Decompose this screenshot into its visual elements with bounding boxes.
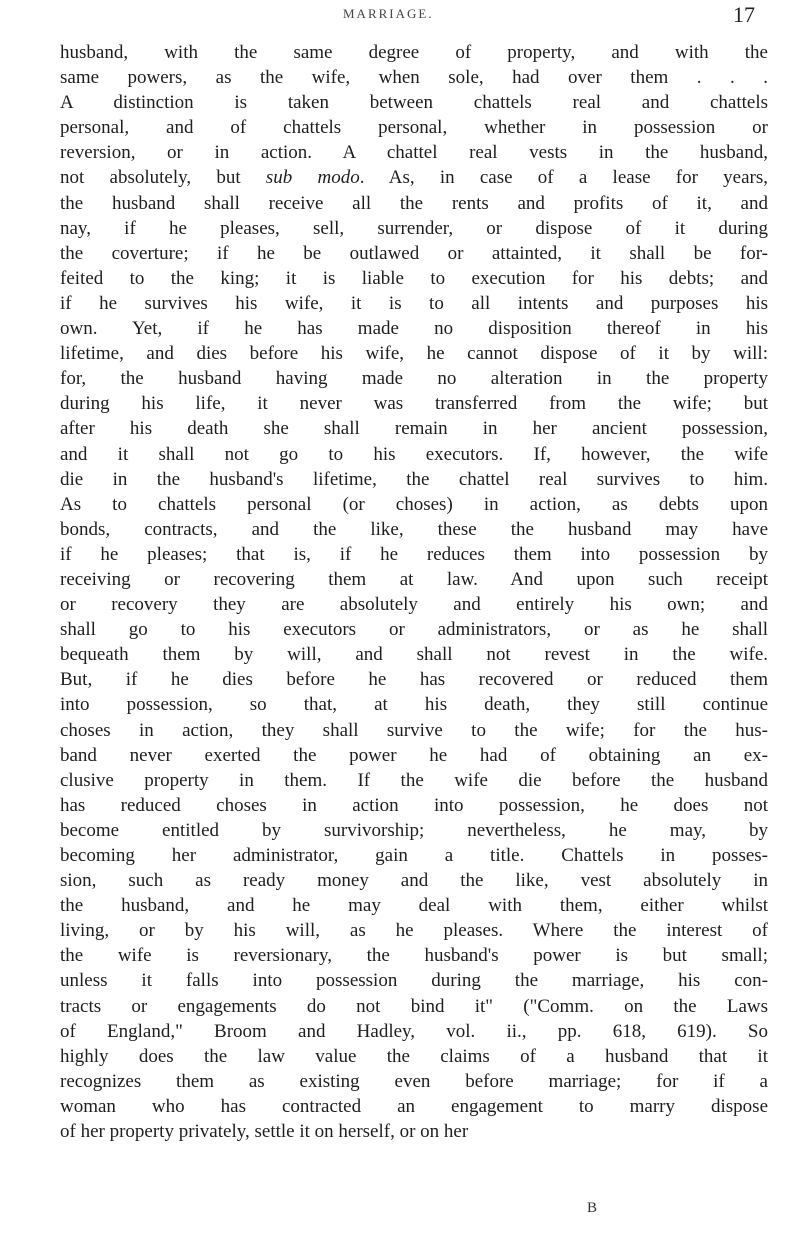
text-line: shall go to his executors or administrators, or as he shall	[60, 619, 768, 641]
text-line: not absolutely, but sub modo. As, in case of a lease for years,	[60, 167, 769, 189]
text-line: As to chattels personal (or choses) in action, as debts upon	[60, 493, 768, 515]
text-line: lifetime, and dies before his wife, he cannot dispose of it by will:	[60, 343, 768, 365]
text-line: But, if he dies before he has recovered or reduced them	[60, 669, 768, 691]
text-line: nay, if he pleases, sell, surrender, or dispose of it during	[60, 217, 768, 239]
text-line: bequeath them by will, and shall not revest in the wife.	[60, 644, 768, 666]
text-line: receiving or recovering them at law. And upon such receipt	[60, 568, 768, 590]
text-line: A distinction is taken between chattels real and chattels	[60, 92, 768, 114]
text-line: and it shall not go to his executors. If, however, the wife	[60, 443, 768, 465]
text-line: the husband, and he may deal with them, either whilst	[60, 895, 768, 917]
text-line: sion, such as ready money and the like, vest absolutely in	[60, 870, 768, 892]
text-line: the husband shall receive all the rents and profits of it, and	[60, 192, 768, 214]
text-line: if he survives his wife, it is to all intents and purposes his	[60, 292, 768, 314]
page-number: 17	[733, 2, 755, 27]
italic-phrase: sub modo	[265, 167, 360, 189]
text-line: band never exerted the power he had of obtaining an ex-	[60, 744, 768, 766]
text-line: highly does the law value the claims of a husband that it	[60, 1045, 768, 1067]
text-line: tracts or engagements do not bind it" ("Comm. on the Laws	[60, 995, 768, 1017]
text-line: of England," Broom and Hadley, vol. ii., pp. 618, 619). So	[60, 1020, 768, 1042]
running-head-title: MARRIAGE.	[343, 6, 434, 21]
text-line: husband, with the same degree of property, and with the	[60, 42, 768, 63]
text-line: reversion, or in action. A chattel real vests in the husband,	[60, 142, 768, 164]
text-line: same powers, as the wife, when sole, had over them . . .	[60, 67, 768, 89]
text-line: personal, and of chattels personal, whether in possession or	[60, 117, 768, 139]
text-line: during his life, it never was transferred from the wife; but	[60, 393, 768, 415]
text-line: become entitled by survivorship; nevertheless, he may, by	[60, 819, 768, 841]
text-line: if he pleases; that is, if he reduces them into possession by	[60, 543, 768, 565]
text-line: living, or by his will, as he pleases. Where the interest of	[60, 920, 768, 942]
text-line: becoming her administrator, gain a title. Chattels in posses-	[60, 845, 768, 866]
signature-mark: B	[587, 1200, 598, 1216]
running-head	[0, 2, 800, 32]
text-line: own. Yet, if he has made no disposition thereof in his	[60, 318, 768, 340]
text-line: recognizes them as existing even before marriage; for if a	[60, 1070, 768, 1092]
text-line: of her property privately, settle it on herself, or on her	[60, 1121, 469, 1143]
text-line: feited to the king; it is liable to execution for his debts; and	[60, 267, 768, 289]
text-line: for, the husband having made no alteration in the property	[60, 368, 768, 390]
text-line: has reduced choses in action into possession, he does not	[60, 794, 768, 816]
text-line: bonds, contracts, and the like, these the husband may have	[60, 518, 768, 540]
body-text	[60, 40, 768, 1144]
text-line: into possession, so that, at his death, they still continue	[60, 694, 768, 716]
text-line: the coverture; if he be outlawed or attainted, it shall be for-	[60, 242, 768, 264]
text-line: unless it falls into possession during the marriage, his con-	[60, 970, 768, 992]
text-line: the wife is reversionary, the husband's power is but small;	[60, 945, 768, 967]
text-line: woman who has contracted an engagement to marry dispose	[60, 1095, 768, 1117]
text-line: die in the husband's lifetime, the chattel real survives to him.	[60, 468, 768, 490]
text-line: after his death she shall remain in her ancient possession,	[60, 418, 768, 440]
text-line: choses in action, they shall survive to the wife; for the hus-	[60, 719, 768, 741]
text-line: clusive property in them. If the wife die before the husband	[60, 769, 768, 791]
text-line: or recovery they are absolutely and entirely his own; and	[60, 594, 768, 616]
